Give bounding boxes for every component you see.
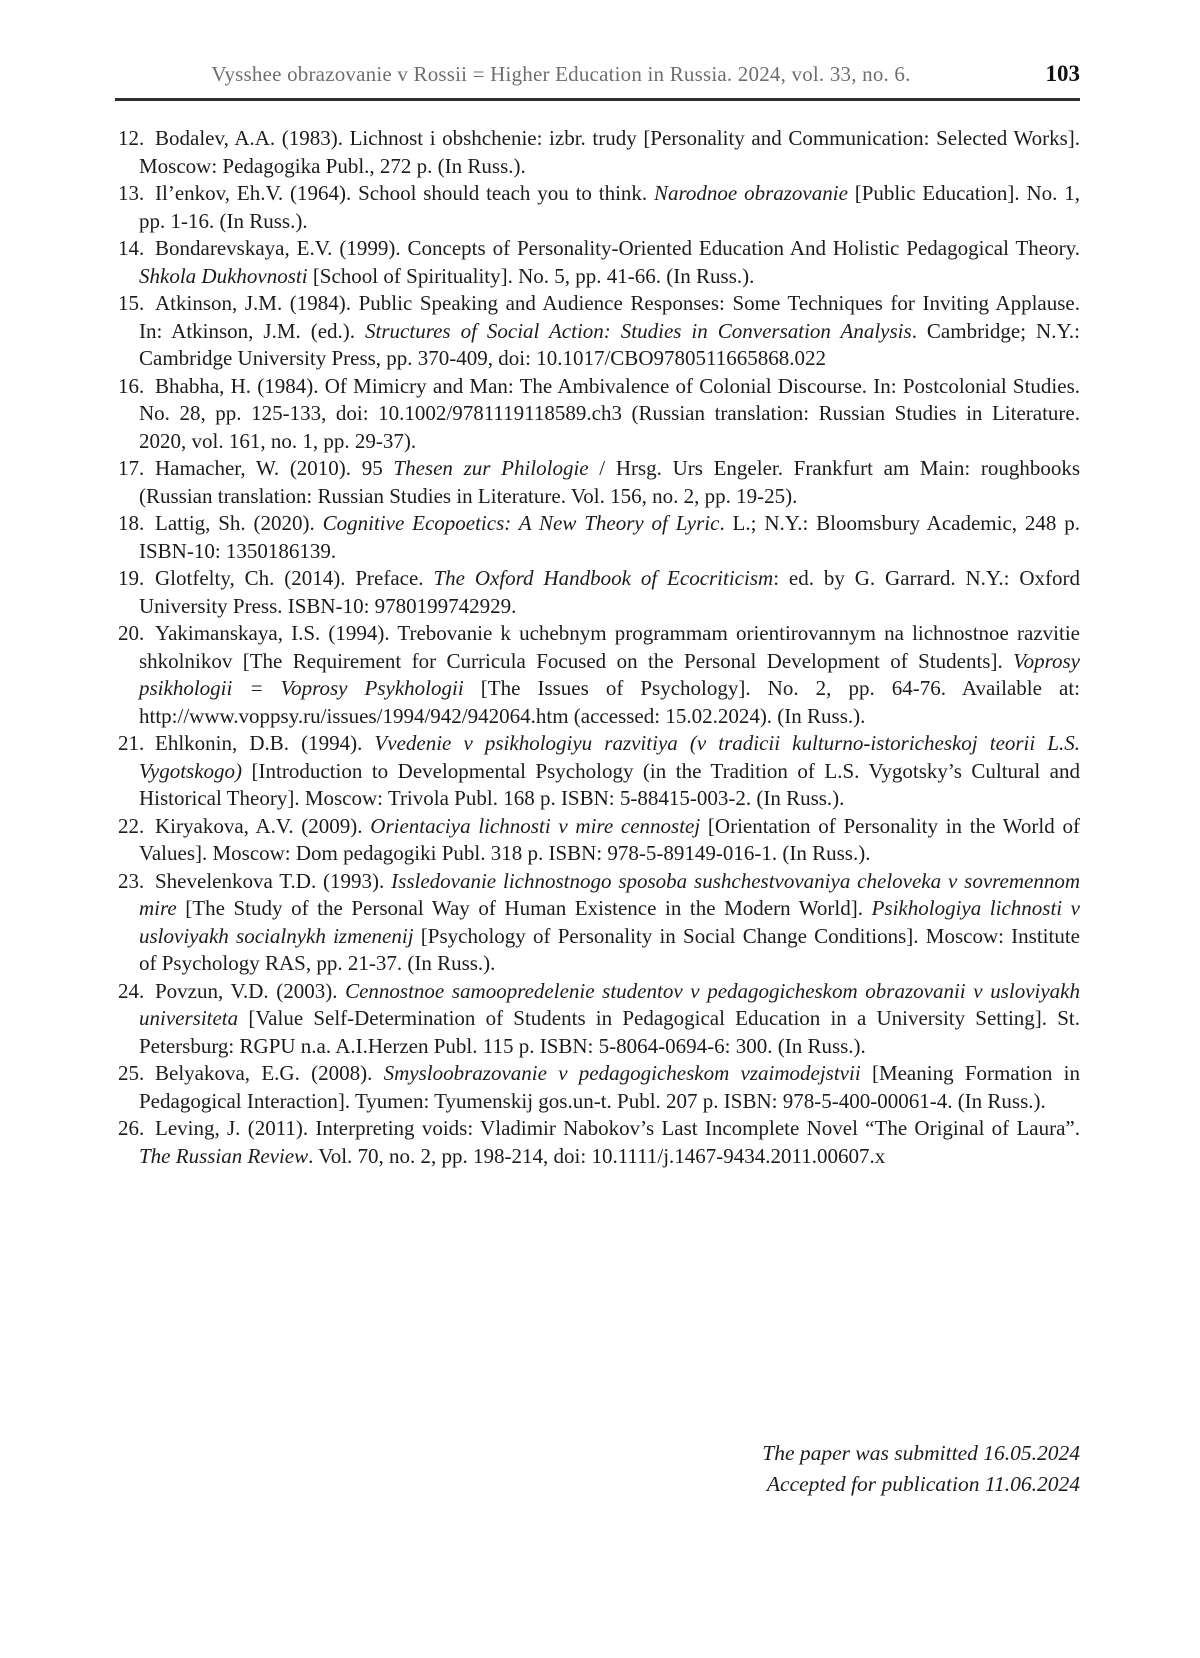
- reference-number: 12.: [118, 126, 145, 150]
- reference-item: [118, 235, 1080, 290]
- reference-text: Bondarevskaya, E.V. (1999). Concepts of Personality-Oriented Education And Holistic Pedagogical Theory.: [155, 236, 1080, 260]
- reference-text: Bhabha, H. (1984). Of Mimicry and Man: The Ambivalence of Colonial Discourse. In: Postcolonial Studies. No. 28, pp. 125-133, doi: 10.1002/9781119118589.ch3 (Russian translation: Russian Studies in Literature. 2020, vol. 161, no. 1, pp. 29-37).: [139, 373, 1080, 453]
- reference-text: Hamacher, W. (2010). 95: [155, 456, 394, 480]
- reference-item: [118, 373, 1080, 456]
- running-head: [118, 58, 1080, 90]
- reference-text: Belyakova, E.G. (2008).: [155, 1061, 384, 1085]
- reference-title-italic: Psikhologiya lichnosti v usloviyakh socialnykh izmenenij: [139, 896, 1081, 948]
- reference-number: 20.: [118, 621, 145, 645]
- reference-text: [Introduction to Developmental Psychology (in the Tradition of L.S. Vygotsky’s Cultural and Historical Theory]. Moscow: Trivola Publ. 168 p. ISBN: 5-88415-003-2. (In Russ.).: [139, 758, 1080, 810]
- reference-item: [118, 813, 1080, 868]
- accepted-line: Accepted for publication 11.06.2024: [766, 1472, 1080, 1496]
- reference-text: Leving, J. (2011). Interpreting voids: Vladimir Nabokov’s Last Incomplete Novel “The Original of Laura”.: [155, 1116, 1080, 1140]
- reference-item: [118, 510, 1080, 565]
- reference-text: [Psychology of Personality in Social Change Conditions]. Moscow: Institute of Psychology RAS, pp. 21-37. (In Russ.).: [139, 923, 1081, 975]
- reference-title-italic: Issledovanie lichnostnogo sposoba sushchestvovaniya cheloveka v sovremennom mire: [139, 868, 1080, 920]
- reference-number: 13.: [118, 181, 145, 205]
- submitted-line: The paper was submitted 16.05.2024: [762, 1441, 1080, 1465]
- reference-number: 21.: [118, 731, 145, 755]
- text-block: [118, 0, 1080, 1170]
- reference-text: . L.; N.Y.: Bloomsbury Academic, 248 p. ISBN-10: 1350186139.: [139, 511, 1080, 563]
- page-number: 103: [1045, 61, 1080, 86]
- reference-number: 18.: [118, 511, 145, 535]
- running-title: Vysshee obrazovanie v Rossii = Higher Education in Russia. 2024, vol. 33, no. 6.: [211, 62, 911, 86]
- reference-item: [118, 290, 1080, 373]
- header-rule: [115, 98, 1080, 101]
- reference-text: [Orientation of Personality in the World of Values]. Moscow: Dom pedagogiki Publ. 318 p. ISBN: 978-5-89149-016-1. (In Russ.).: [139, 813, 1080, 865]
- reference-title-italic: Thesen zur Philologie: [393, 456, 589, 480]
- reference-number: 26.: [118, 1116, 145, 1140]
- reference-item: [118, 180, 1080, 235]
- reference-item: [118, 868, 1080, 978]
- reference-number: 15.: [118, 291, 145, 315]
- reference-item: [118, 620, 1080, 730]
- reference-number: 22.: [118, 813, 145, 838]
- reference-item: [118, 1060, 1080, 1115]
- reference-text: [School of Spirituality]. No. 5, pp. 41-66. (In Russ.).: [307, 263, 755, 288]
- reference-text: [Meaning Formation in Pedagogical Interaction]. Tyumen: Tyumenskij gos.un-t. Publ. 207 p. ISBN: 978-5-400-00061-4. (In Russ.).: [139, 1061, 1080, 1113]
- reference-text: Glotfelty, Ch. (2014). Preface.: [155, 566, 434, 590]
- reference-number: 24.: [118, 978, 145, 1003]
- reference-title-italic: The Oxford Handbook of Ecocriticism: [433, 566, 774, 590]
- reference-title-italic: The Russian Review: [139, 1143, 309, 1168]
- reference-title-italic: Cennostnoe samoopredelenie studentov v pedagogicheskom obrazovanii v usloviyakh universiteta: [139, 978, 1080, 1030]
- reference-text: Kiryakova, A.V. (2009).: [155, 813, 371, 838]
- reference-number: 25.: [118, 1061, 145, 1085]
- reference-text: Ehlkonin, D.B. (1994).: [155, 731, 375, 755]
- reference-item: [118, 978, 1080, 1061]
- reference-number: 17.: [118, 456, 145, 480]
- reference-text: . Cambridge; N.Y.: Cambridge University Press, pp. 370-409, doi: 10.1017/CBO9780511665868.022: [139, 318, 1081, 370]
- reference-text: / Hrsg. Urs Engeler. Frankfurt am Main: roughbooks (Russian translation: Russian Studies in Literature. Vol. 156, no. 2, pp. 19-25).: [139, 456, 1081, 508]
- reference-title-italic: Structures of Social Action: Studies in Conversation Analysis: [365, 318, 912, 343]
- reference-number: 14.: [118, 236, 145, 260]
- reference-text: Il’enkov, Eh.V. (1964). School should teach you to think.: [155, 181, 655, 205]
- reference-text: [The Issues of Psychology]. No. 2, pp. 64-76. Available at: http://www.voppsy.ru/issues/1994/942/942064.htm (accessed: 15.02.2024). (In Russ.).: [139, 676, 1080, 728]
- reference-item: [118, 125, 1080, 180]
- reference-number: 19.: [118, 566, 145, 590]
- reference-number: 23.: [118, 868, 145, 893]
- reference-text: [The Study of the Personal Way of Human Existence in the Modern World].: [176, 896, 872, 920]
- reference-title-italic: Orientaciya lichnosti v mire cennostej: [370, 813, 701, 838]
- reference-text: Atkinson, J.M. (1984). Public Speaking and Audience Responses: Some Techniques for Inviting Applause. In: Atkinson, J.M. (ed.).: [139, 291, 1080, 343]
- reference-text: : ed. by G. Garrard. N.Y.: Oxford University Press. ISBN-10: 9780199742929.: [139, 566, 1080, 618]
- reference-title-italic: Smysloobrazovanie v pedagogicheskom vzaimodejstvii: [383, 1061, 861, 1085]
- submission-info: [762, 1438, 1080, 1500]
- reference-text: Yakimanskaya, I.S. (1994). Trebovanie k uchebnym programmam orientirovannym na lichnostnoe razvitie shkolnikov [The Requirement for Curricula Focused on the Personal Development of Students].: [139, 621, 1080, 673]
- references-list: [118, 125, 1080, 1170]
- reference-text: Lattig, Sh. (2020).: [155, 511, 323, 535]
- reference-item: [118, 565, 1080, 620]
- reference-text: Povzun, V.D. (2003).: [155, 978, 346, 1003]
- reference-title-italic: Vvedenie v psikhologiyu razvitiya (v tradicii kulturno-istoricheskoj teorii L.S. Vygotskogo): [139, 731, 1080, 783]
- reference-number: 16.: [118, 373, 145, 398]
- reference-text: Shevelenkova T.D. (1993).: [155, 868, 392, 893]
- reference-title-italic: Cognitive Ecopoetics: A New Theory of Lyric: [322, 511, 720, 535]
- reference-title-italic: Voprosy psikhologii = Voprosy Psykhologii: [139, 648, 1080, 700]
- reference-item: [118, 730, 1080, 813]
- reference-text: [Value Self-Determination of Students in Pedagogical Education in a University Setting]. St. Petersburg: RGPU n.a. A.I.Herzen Publ. 115 p. ISBN: 5-8064-0694-6: 300. (In Russ.).: [139, 1006, 1080, 1058]
- reference-text: Bodalev, A.A. (1983). Lichnost i obshchenie: izbr. trudy [Personality and Communication: Selected Works]. Moscow: Pedagogika Publ., 272 p. (In Russ.).: [139, 126, 1080, 178]
- reference-text: . Vol. 70, no. 2, pp. 198-214, doi: 10.1111/j.1467-9434.2011.00607.x: [308, 1143, 886, 1168]
- reference-item: [118, 455, 1080, 510]
- reference-item: [118, 1115, 1080, 1170]
- reference-text: [Public Education]. No. 1, pp. 1-16. (In Russ.).: [139, 181, 1080, 233]
- reference-title-italic: Shkola Dukhovnosti: [139, 263, 308, 288]
- reference-title-italic: Narodnoe obrazovanie: [654, 181, 848, 205]
